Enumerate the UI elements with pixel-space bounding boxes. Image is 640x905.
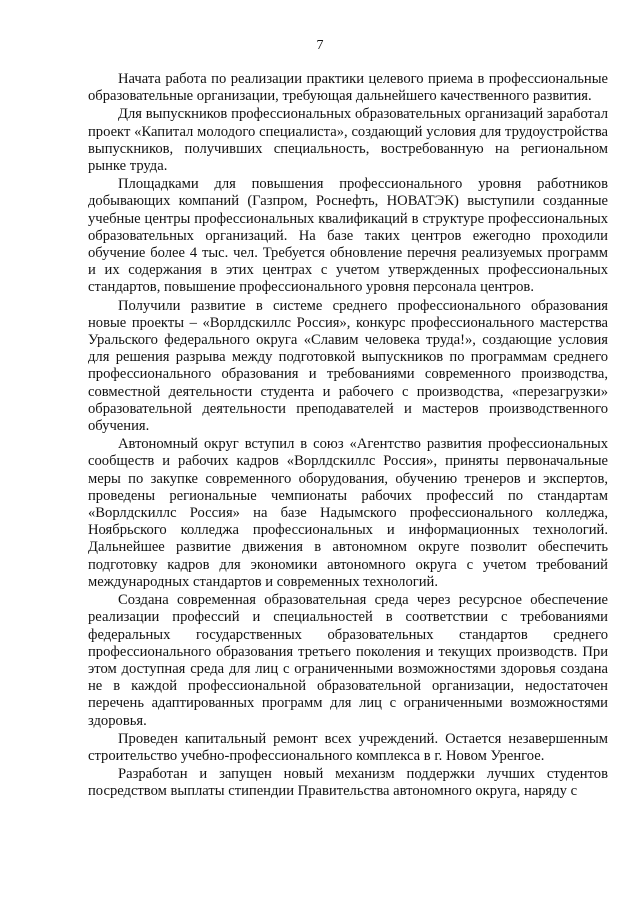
page-number: 7 — [316, 38, 324, 53]
paragraph-young-specialist-capital: Для выпускников профессиональных образовательных организаций заработал проект «Капитал молодого специалиста», создающий условия для трудоустройства выпускников, получивших специальность, востребованную на региональном рынке труда. — [88, 106, 608, 175]
paragraph-new-projects: Получили развитие в системе среднего профессионального образования новые проекты – «Ворлдскиллс Россия», конкурс профессионального мастерства Уральского федерального округа «Славим человека труда!», создающие условия для решения разрыва между подготовкой выпускников по программам среднего профессионального образования и требованиями современного производства, совместной деятельности студента и рабочего с производства, «перезагрузки» образовательной деятельности преподавателей и мастеров производственного обучения. — [88, 297, 608, 435]
paragraph-capital-repair: Проведен капитальный ремонт всех учреждений. Остается незавершенным строительство учебно-профессионального комплекса в г. Новом Уренгое. — [88, 730, 608, 764]
paragraph-worldskills-union: Автономный округ вступил в союз «Агентство развития профессиональных сообществ и рабочих кадров «Ворлдскиллс Россия», приняты первоначальные меры по закупке современного оборудования, обучению тренеров и экспертов, проведены региональные чемпионаты рабочих профессий по стандартам «Ворлдскиллс Россия» на базе Надымского профессионального колледжа, Ноябрьского колледжа профессиональных и информационных технологий. Дальнейшее развитие движения в автономном округе позволит обеспечить подготовку кадров для экономики автономного округа с учетом требований международных стандартов и современных технологий. — [88, 436, 608, 590]
paragraph-scholarship-mechanism: Разработан и запущен новый механизм поддержки лучших студентов посредством выплаты стипендии Правительства автономного округа, наряду с — [88, 766, 608, 800]
paragraph-targeted-admission: Начата работа по реализации практики целевого приема в профессиональные образовательные организации, требующая дальнейшего качественного развития. — [88, 71, 608, 105]
paragraph-training-centers: Площадками для повышения профессионального уровня работников добывающих компаний (Газпром, Роснефть, НОВАТЭК) выступили созданные учебные центры профессиональных квалификаций в структуре профессиональных образовательных организаций. На базе таких центров ежегодно проходили обучение более 4 тыс. чел. Требуется обновление перечня реализуемых программ и их содержания в этих центрах с учетом утвержденных профессиональных стандартов, повышение профессионального уровня персонала центров. — [88, 176, 608, 296]
document-body — [88, 71, 608, 801]
paragraph-educational-environment: Создана современная образовательная среда через ресурсное обеспечение реализации профессий и специальностей в соответствии с требованиями федеральных государственных образовательных стандартов среднего профессионального образования третьего поколения и текущих производств. При этом доступная среда для лиц с ограниченными возможностями здоровья создана не в каждой профессиональной образовательной организации, недостаточен перечень адаптированных программ для лиц с ограниченными возможностями здоровья. — [88, 592, 608, 729]
